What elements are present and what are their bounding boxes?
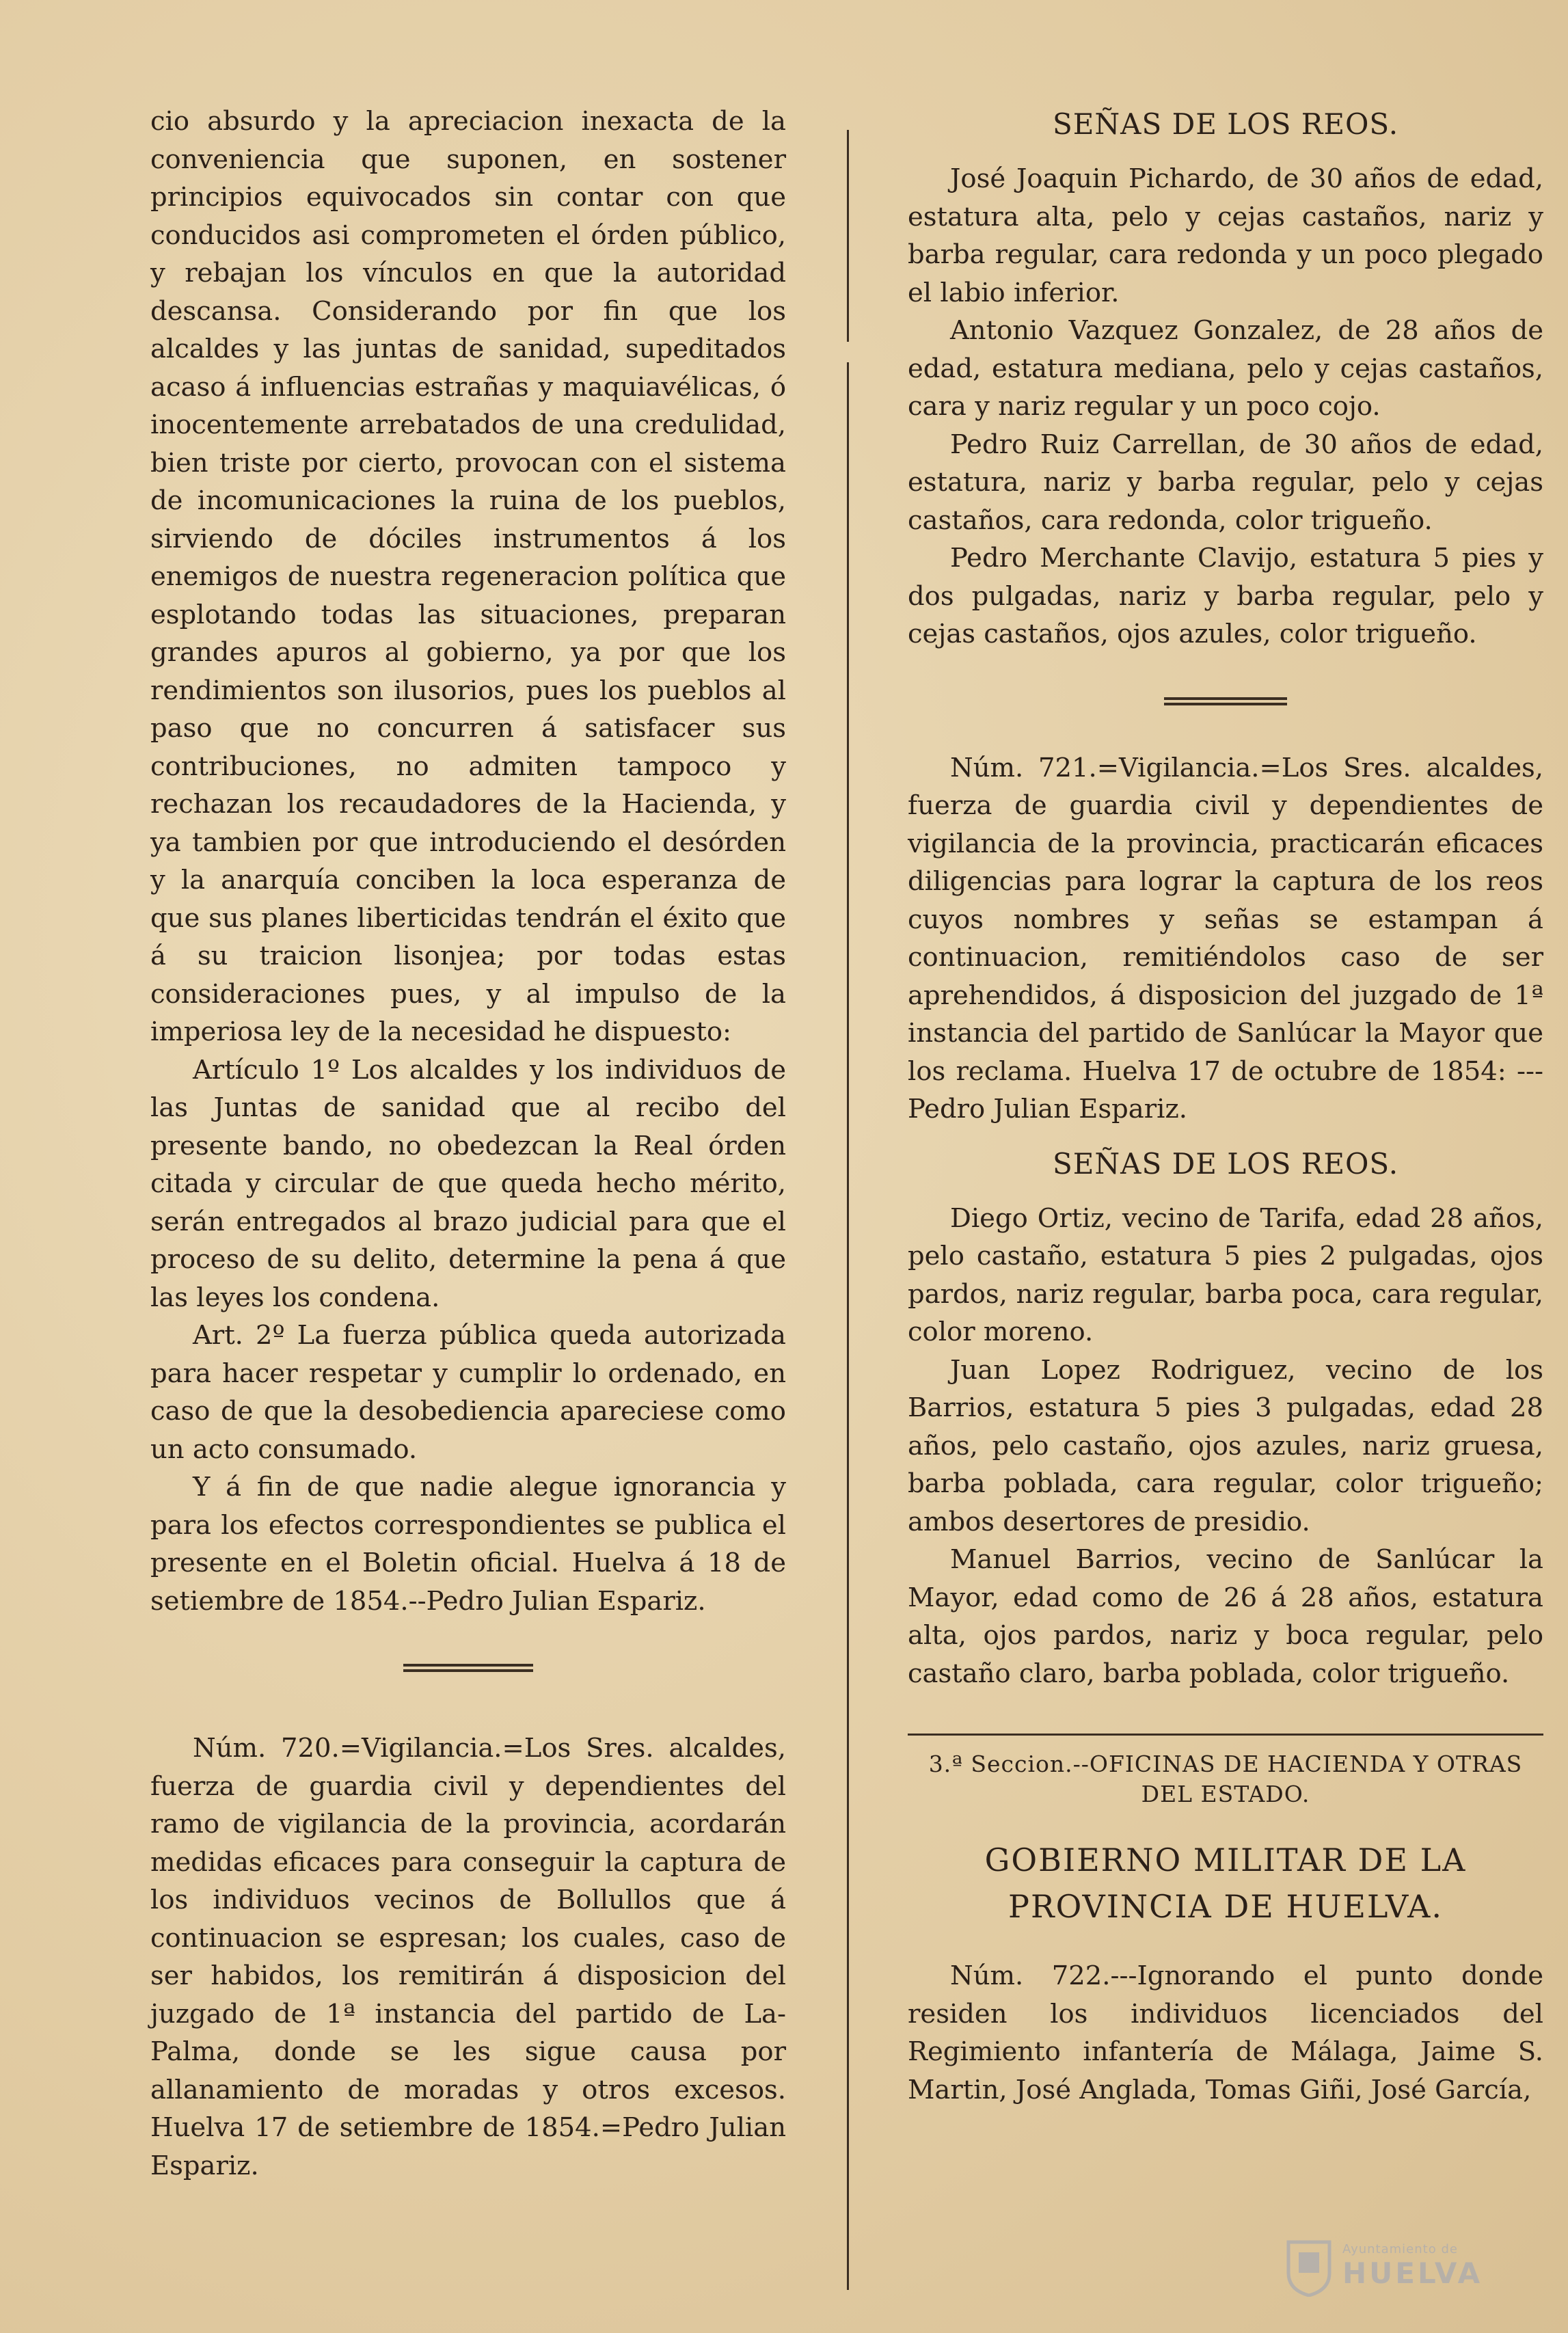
section-heading: 3.ª Seccion.--OFICINAS DE HACIENDA Y OTRAS DEL ESTADO.: [928, 1751, 1523, 1807]
left-column: [150, 103, 786, 2185]
heading-senas-2: SEÑAS DE LOS REOS.: [1052, 1146, 1399, 1181]
watermark-logo: [1285, 2225, 1531, 2307]
vertical-column-rule: [847, 130, 849, 342]
notice-721: Núm. 721.=Vigilancia.=Los Sres. alcaldes, fuerza de guardia civil y dependientes de vigilancia de la provincia, practicarán eficaces diligencias para lograr la captura de los reos cuyos nombres y señas se estampan á continuacion, remitiéndolos caso de ser aprehendidos, á disposicion del juzgado de 1ª instancia del partido de Sanlúcar la Mayor que los reclama. Huelva 17 de octubre de 1854: ---Pedro Julian Espariz.: [908, 752, 1543, 1124]
reo-description: Pedro Ruiz Carrellan, de 30 años de edad, estatura, nariz y barba regular, pelo y cejas castaños, cara redonda, color trigueño.: [908, 429, 1543, 536]
article-1: Artículo 1º Los alcaldes y los individuos de las Juntas de sanidad que al recibo del presente bando, no obedezcan la Real órden citada y circular de que queda hecho mérito, serán entregados al brazo judicial para que el proceso de su delito, determine la pena á que las leyes los condena.: [150, 1054, 786, 1313]
heading-senas-1: SEÑAS DE LOS REOS.: [1052, 107, 1399, 141]
reo-description: José Joaquin Pichardo, de 30 años de edad, estatura alta, pelo y cejas castaños, nariz y barba regular, cara redonda y un poco plegado el labio inferior.: [908, 163, 1543, 308]
notice-720: Núm. 720.=Vigilancia.=Los Sres. alcaldes, fuerza de guardia civil y dependientes del ramo de vigilancia de la provincia, acordarán medidas eficaces para conseguir la captura de los individuos vecinos de Bollullos que á continuacion se espresan; los cuales, caso de ser habidos, los remitirán á disposicion del juzgado de 1ª instancia del partido de La-Palma, donde se les sigue causa por allanamiento de moradas y otros excesos. Huelva 17 de setiembre de 1854.=Pedro Julian Espariz.: [150, 1733, 786, 2181]
decree-text: cio absurdo y la apreciacion inexacta de la conveniencia que suponen, en sostener principios equivocados sin contar con que conducidos asi comprometen el órden público, y rebajan los vínculos en que la autoridad descansa. Considerando por fin que los alcaldes y las juntas de sanidad, supeditados acaso á influencias estrañas y maquiavélicas, ó inocentemente arrebatados de una credulidad, bien triste por cierto, provocan con el sistema de incomunicaciones la ruina de los pueblos, sirviendo de dóciles instrumentos á los enemigos de nuestra regeneracion política que esplotando todas las situaciones, preparan grandes apuros al gobierno, ya por que los rendimientos son ilusorios, pues los pueblos al paso que no concurren á satisfacer sus contribuciones, no admiten tampoco y rechazan los recaudadores de la Hacienda, y ya tambien por que introduciendo el desórden y la anarquía conciben la loca esperanza de que sus planes liberticidas tendrán el éxito que á su traicion lisonjea; por todas estas consideraciones pues, y al impulso de la imperiosa ley de la necesidad he dispuesto:: [150, 106, 786, 1047]
ornament-divider: [403, 1661, 533, 1675]
reo-description: Juan Lopez Rodriguez, vecino de los Barrios, estatura 5 pies 3 pulgadas, edad 28 años, pelo castaño, ojos azules, nariz gruesa, barba poblada, cara regular, color trigueño; ambos desertores de presidio.: [908, 1354, 1543, 1537]
ornament-divider: [1164, 694, 1287, 708]
reo-description: Diego Ortiz, vecino de Tarifa, edad 28 años, pelo castaño, estatura 5 pies 2 pulgadas, ojos pardos, nariz regular, barba poca, cara regular, color moreno.: [908, 1202, 1543, 1347]
vertical-column-rule: [847, 362, 849, 2290]
article-2: Art. 2º La fuerza pública queda autorizada para hacer respetar y cumplir lo ordenado, en caso de que la desobediencia apareciese como un acto consumado.: [150, 1320, 786, 1465]
reo-description: Pedro Merchante Clavijo, estatura 5 pies y dos pulgadas, nariz y barba regular, pelo y cejas castaños, ojos azules, color trigueño.: [908, 543, 1543, 649]
logo-large-text: HUELVA: [1342, 2256, 1483, 2290]
heading-gobierno-militar: GOBIERNO MILITAR DE LA PROVINCIA DE HUELVA.: [984, 1842, 1467, 1925]
logo-small-text: Ayuntamiento de: [1342, 2242, 1458, 2256]
reo-description: Manuel Barrios, vecino de Sanlúcar la Mayor, edad como de 26 á 28 años, estatura alta, ojos pardos, nariz y boca regular, pelo castaño claro, barba poblada, color trigueño.: [908, 1544, 1543, 1689]
decree-closing: Y á fin de que nadie alegue ignorancia y para los efectos correspondientes se publica el presente en el Boletin oficial. Huelva á 18 de setiembre de 1854.--Pedro Julian Espariz.: [150, 1472, 786, 1617]
notice-722: Núm. 722.---Ignorando el punto donde residen los individuos licenciados del Regimiento infantería de Málaga, Jaime S. Martin, José Anglada, Tomas Giñi, José García,: [908, 1960, 1543, 2105]
reo-description: Antonio Vazquez Gonzalez, de 28 años de edad, estatura mediana, pelo y cejas castaños, cara y nariz regular y un poco cojo.: [908, 315, 1543, 422]
coat-of-arms-icon: [1285, 2235, 1333, 2297]
right-column: [908, 103, 1543, 2109]
